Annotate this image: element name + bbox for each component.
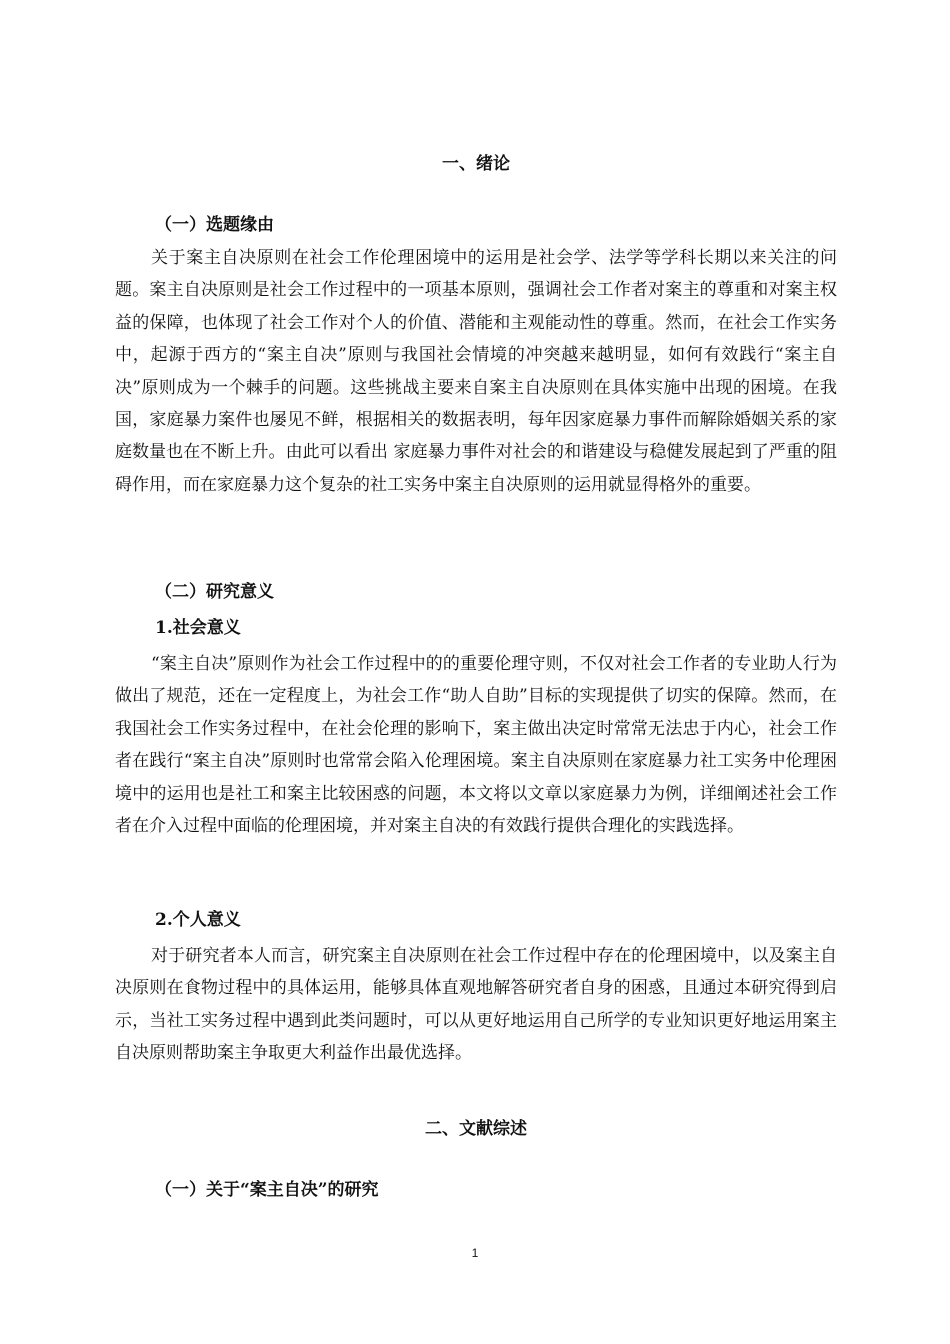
subsection-heading-personal-significance: 2.个人意义 xyxy=(155,910,241,930)
subsection-heading-client-self-determination: （一）关于“案主自决”的研究 xyxy=(155,1180,379,1200)
subsection-heading-social-significance: 1.社会意义 xyxy=(155,618,241,638)
subsection-heading-topic-origin: （一）选题缘由 xyxy=(155,215,274,235)
paragraph-topic-origin: 关于案主自决原则在社会工作伦理困境中的运用是社会学、法学等学科长期以来关注的问题。案主自决原则是社会工作过程中的一项基本原则，强调社会工作者对案主的尊重和对案主权益的保障，也体现了社会工作对个人的价值、潜能和主观能动性的尊重。然而，在社会工作实务中，起源于西方的“案主自决”原则与我国社会情境的冲突越来越明显，如何有效践行“案主自决”原则成为一个棘手的问题。这些挑战主要来自案主自决原则在具体实施中出现的困境。在我国，家庭暴力案件也屡见不鲜，根据相关的数据表明，每年因家庭暴力事件而解除婚姻关系的家庭数量也在不断上升。由此可以看出 家庭暴力事件对社会的和谐建设与稳健发展起到了严重的阻碍作用，而在家庭暴力这个复杂的社工实务中案主自决原则的运用就显得格外的重要。 xyxy=(115,248,837,495)
section-heading-introduction: 一、绪论 xyxy=(442,154,510,174)
paragraph-social-significance: “案主自决”原则作为社会工作过程中的的重要伦理守则，不仅对社会工作者的专业助人行为做出了规范，还在一定程度上，为社会工作“助人自助”目标的实现提供了切实的保障。然而，在我国社会工作实务过程中，在社会伦理的影响下，案主做出决定时常常无法忠于内心，社会工作者在践行“案主自决”原则时也常常会陷入伦理困境。案主自决原则在家庭暴力社工实务中伦理困境中的运用也是社工和案主比较困惑的问题，本文将以文章以家庭暴力为例，详细阐述社会工作者在介入过程中面临的伦理困境，并对案主自决的有效践行提供合理化的实践选择。 xyxy=(115,654,837,837)
section-heading-literature-review: 二、文献综述 xyxy=(425,1119,527,1139)
paragraph-personal-significance: 对于研究者本人而言，研究案主自决原则在社会工作过程中存在的伦理困境中，以及案主自决原则在食物过程中的具体运用，能够具体直观地解答研究者自身的困惑，且通过本研究得到启示，当社工实务过程中遇到此类问题时，可以从更好地运用自己所学的专业知识更好地运用案主自决原则帮助案主争取更大利益作出最优选择。 xyxy=(115,946,837,1064)
subsection-heading-research-significance: （二）研究意义 xyxy=(155,582,274,602)
page-number: 1 xyxy=(471,1246,479,1260)
